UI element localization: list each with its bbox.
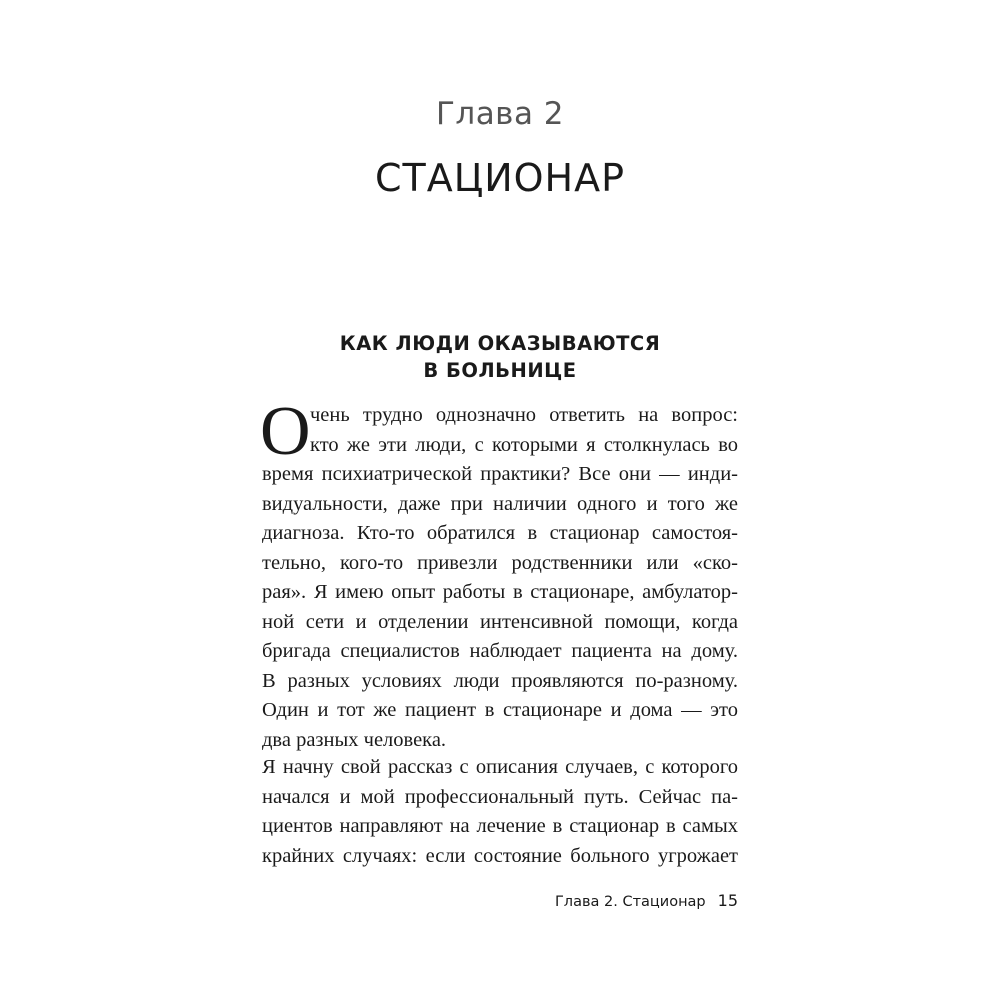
drop-cap: О	[260, 393, 311, 470]
text-line: два разных человека.	[262, 728, 447, 751]
text-line: В разных условиях люди проявляются по-разному.	[262, 669, 738, 692]
text-line: Один и тот же пациент в стационаре и дома — это	[262, 699, 738, 721]
text-line: начался и мой профессиональный путь. Сейчас па-	[262, 785, 738, 808]
text-line: чень трудно однозначно ответить на вопрос:	[310, 404, 738, 426]
paragraph-2	[262, 753, 738, 871]
text-line: видуальности, даже при наличии одного и того же	[262, 492, 738, 515]
text-line: диагноза. Кто-то обратился в стационар самостоя-	[262, 522, 738, 544]
text-line: время психиатрической практики? Все они — инди-	[262, 463, 738, 485]
chapter-title: СТАЦИОНАР	[374, 156, 626, 200]
section-heading-line-2: В БОЛЬНИЦЕ	[423, 359, 577, 382]
page-number: 15	[717, 891, 738, 910]
text-line: ной сети и отделении интенсивной помощи, когда	[262, 610, 738, 633]
running-title: Глава 2. Стационар	[554, 894, 706, 910]
text-line: бригада специалистов наблюдает пациента на дому.	[262, 640, 738, 662]
paragraph-1	[260, 393, 738, 755]
text-line: кто же эти люди, с которыми я столкнулась во	[310, 433, 738, 456]
text-line: тельно, кого-то привезли родственники или «ско-	[262, 551, 738, 574]
running-footer	[520, 891, 738, 910]
section-heading-line-1: КАК ЛЮДИ ОКАЗЫВАЮТСЯ	[339, 332, 661, 355]
chapter-label: Глава 2	[435, 96, 565, 132]
text-line: циентов направляют на лечение в стационар в самых	[262, 815, 738, 837]
text-line: крайних случаях: если состояние больного угрожает	[262, 844, 738, 867]
text-line: рая». Я имею опыт работы в стационаре, амбулатор-	[262, 581, 738, 603]
section-heading	[0, 330, 1000, 384]
text-line: Я начну свой рассказ с описания случаев, с которого	[262, 756, 738, 778]
